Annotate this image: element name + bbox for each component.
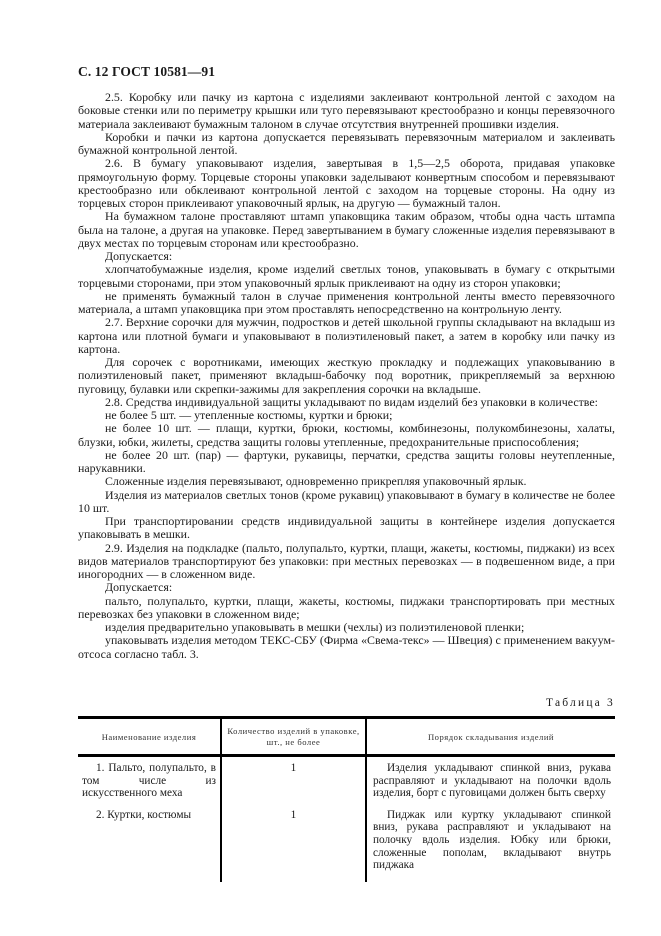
header-folding-order: Порядок складывания изделий	[366, 718, 615, 756]
paragraph: не более 20 шт. (пар) — фартуки, рукавицы, перчатки, средства защиты головы неутепленные, нарукавники.	[78, 447, 615, 475]
header-quantity: Количество изделий в упаковке, шт., не более	[221, 718, 366, 756]
table-3	[78, 716, 615, 882]
paragraph: Коробки и пачки из картона допускается перевязывать перевязочным материалом и заклеивать бумажной контрольной лентой.	[78, 129, 615, 157]
paragraph: не более 10 шт. — плащи, куртки, брюки, костюмы, комбинезоны, полукомбинезоны, халаты, блузки, юбки, жилеты, средства защиты головы утепленные, предохранительные приспособления;	[78, 421, 615, 449]
paragraph-2-5: 2.5. Коробку или пачку из картона с изделиями заклеивают контрольной лентой с заходом на боковые стенки или по периметру крышки или туго перевязывают крестообразно и концы перевязочного материала заклеивают бумажным талоном в случае отсутствия внутренней прошивки изделия.	[78, 90, 615, 131]
cell-quantity: 1	[221, 804, 366, 882]
cell-item-name: 1. Пальто, полупальто, в том числе из искусственного меха	[82, 762, 216, 800]
paragraph: не более 5 шт. — утепленные костюмы, куртки и брюки;	[105, 408, 393, 422]
header-item-name: Наименование изделия	[78, 718, 221, 756]
paragraph-2-9: 2.9. Изделия на подкладке (пальто, полупальто, куртки, плащи, жакеты, костюмы, пиджаки) из всех видов материалов транспортируют без упаковки: при местных перевозках — в подвешенном виде, а при иногородних — в сложенном виде.	[78, 540, 615, 581]
paragraph: Для сорочек с воротниками, имеющих жесткую прокладку и подлежащих упаковыванию в полиэтиленовый пакет, применяют вкладыш-бабочку под воротник, прикрепляемый за верхнюю пуговицу, булавки или скрепки-зажимы для закрепления сорочки на вкладыше.	[78, 355, 615, 396]
paragraph: Допускается:	[105, 580, 173, 595]
table-row	[78, 804, 615, 882]
cell-folding-order: Пиджак или куртку укладывают спинкой вниз, рукава расправляют и укладывают на полочку вдоль изделия. Юбку или брюки, сложенные пополам, вкладывают внутрь пиджака	[366, 804, 615, 882]
paragraph: Допускается:	[105, 249, 173, 263]
paragraph: На бумажном талоне проставляют штамп упаковщика таким образом, чтобы одна часть штампа была на талоне, а другая на упаковке. Перед завертыванием в бумагу сложенные изделия перевязывают в двух местах по торцевым сторонам или крестообразно.	[78, 209, 615, 250]
paragraph-2-6: 2.6. В бумагу упаковывают изделия, завертывая в 1,5—2,5 оборота, придавая упаковке прямоугольную форму. Торцевые стороны упаковки заделывают конвертным способом и перевязывают крестообразно или обклеивают контрольной лентой с заходом на торцевые стороны. На одну из торцевых сторон приклеивают упаковочный ярлык, на другую — бумажный талон.	[78, 156, 615, 210]
table-caption: Таблица 3	[546, 697, 615, 709]
paragraph-2-8: 2.8. Средства индивидуальной защиты укладывают по видам изделий без упаковки в количестве:	[105, 394, 598, 409]
paragraph: изделия предварительно упаковывать в мешки (чехлы) из полиэтиленовой пленки;	[105, 620, 525, 634]
page-header: С. 12 ГОСТ 10581—91	[78, 64, 216, 79]
paragraph-2-7: 2.7. Верхние сорочки для мужчин, подростков и детей школьной группы складывают на вкладыш из картона или плотной бумаги и упаковывают в полиэтиленовый пакет, а затем в коробку или пачку из картона.	[78, 315, 615, 356]
paragraph: хлопчатобумажные изделия, кроме изделий светлых тонов, упаковывать в бумагу с открытыми торцевыми сторонами, при этом упаковочный ярлык приклеивают на одну из сторон упаковки;	[78, 262, 615, 290]
document-body	[78, 91, 615, 661]
paragraph: упаковывать изделия методом ТЕКС-СБУ (Фирма «Свема-текс» — Швеция) с применением вакуум-отсоса согласно табл. 3.	[78, 633, 615, 661]
cell-folding-order: Изделия укладывают спинкой вниз, рукава расправляют и укладывают на полочки вдоль изделия, борт с пуговицами должен быть сверху	[366, 756, 615, 804]
table-row	[78, 756, 615, 804]
table-header-row	[78, 718, 615, 756]
paragraph: При транспортировании средств индивидуальной защиты в контейнере изделия допускается упаковывать в мешки.	[78, 514, 615, 542]
paragraph: пальто, полупальто, куртки, плащи, жакеты, костюмы, пиджаки транспортировать при местных перевозках без упаковки в сложенном виде;	[78, 593, 615, 621]
paragraph: Изделия из материалов светлых тонов (кроме рукавиц) упаковывают в бумагу в количестве не более 10 шт.	[78, 487, 615, 515]
cell-item-name: 2. Куртки, костюмы	[96, 808, 192, 821]
paragraph: Сложенные изделия перевязывают, одновременно прикрепляя упаковочный ярлык.	[105, 474, 527, 489]
paragraph: не применять бумажный талон в случае применения контрольной ленты вместо перевязочного материала, а штамп упаковщика при этом проставлять непосредственно на контрольную ленту.	[78, 288, 615, 316]
cell-quantity: 1	[221, 756, 366, 804]
